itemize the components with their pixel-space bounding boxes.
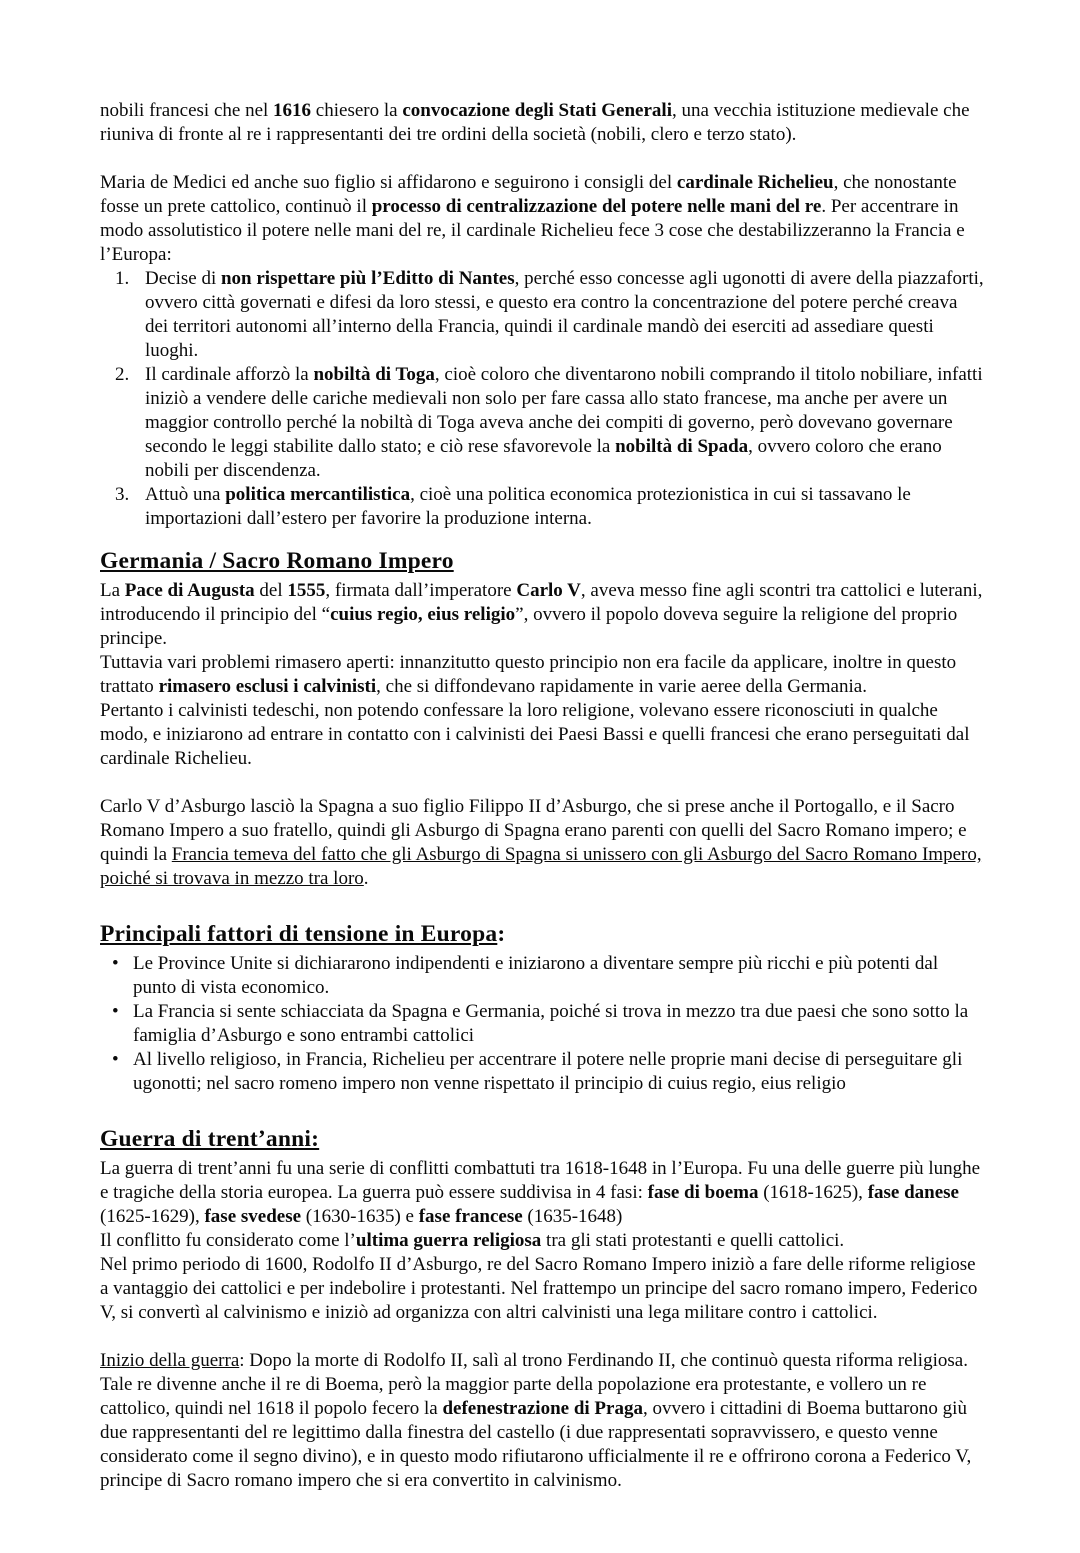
list-item (100, 1048, 985, 1096)
bullet-list-fattori-tensione (100, 952, 985, 1096)
paragraph-problemi-aperti: Tuttavia vari problemi rimasero aperti: innanzitutto questo principio non era facile da applicare, inoltre in questo trattato rimasero esclusi i calvinisti, che si diffondevano rapidamente in varie aeree della Germania. (100, 652, 957, 697)
paragraph-rodolfo-federico: Nel primo periodo di 1600, Rodolfo II d’Asburgo, re del Sacro Romano Impero iniziò a fare delle riforme religiose a vantaggio dei cattolici e per indebolire i protestanti. Nel frattempo un principe del sacro romano impero, Federico V, si convertì al calvinismo e iniziò ad organizza con altri calvinisti una lega militare contro i cattolici. (100, 1254, 978, 1323)
list-item (100, 363, 985, 483)
paragraph-carlo-v-eredita: Carlo V d’Asburgo lasciò la Spagna a suo figlio Filippo II d’Asburgo, che si prese anche il Portogallo, e il Sacro Romano Impero a suo fratello, quindi gli Asburgo di Spagna erano parenti con quelli del Sacro Romano impero; e quindi la Francia temeva del fatto che gli Asburgo di Spagna si unissero con gli Asburgo del Sacro Romano Impero, poiché si trovava in mezzo tra loro. (100, 796, 982, 889)
list-item-text: Decise di non rispettare più l’Editto di Nantes, perché esso concesse agli ugonotti di avere della piazzaforti, ovvero città governati e difesi da loro stessi, e questo era contro la concentrazione del potere perché creava dei territori autonomi all’interno della Francia, quindi il cardinale mandò dei eserciti ad assediare questi luoghi. (145, 268, 984, 361)
paragraph-guerra-fasi: La guerra di trent’anni fu una serie di conflitti combattuti tra 1618-1648 in l’Europa. Fu una delle guerre più lunghe e tragiche della storia europea. La guerra può essere suddivisa in 4 fasi: fase di boema (1618-1625), fase danese (1625-1629), fase svedese (1630-1635) e fase francese (1635-1648) (100, 1158, 981, 1227)
blank-line (100, 531, 985, 546)
paragraph-maria-de-medici: Maria de Medici ed anche suo figlio si affidarono e seguirono i consigli del cardinale Richelieu, che nonostante fosse un prete cattolico, continuò il processo di centralizzazione del potere nelle mani del re. Per accentrare in modo assolutistico il potere nelle mani del re, il cardinale Richelieu fece 3 cose che destabilizzeranno la Francia e l’Europa: (100, 172, 965, 265)
list-number: 3. (115, 484, 130, 505)
list-item (100, 267, 985, 363)
blank-line (100, 1096, 985, 1124)
list-item-text: Il cardinale afforzò la nobiltà di Toga, cioè coloro che diventarono nobili comprando il titolo nobiliare, infatti iniziò a vendere delle cariche medievali non solo per fare cassa allo stato francese, ma anche per avere un maggior controllo perché la nobiltà di Toga aveva anche dei compiti di governo, però dovevano governare secondo le leggi stabilite dallo stato; e ciò rese sfavorevole la nobiltà di Spada, ovvero coloro che erano nobili per discendenza. (145, 364, 983, 481)
list-item-text: Le Province Unite si dichiararono indipendenti e iniziarono a diventare sempre più ricchi e più potenti dal punto di vista economico. (133, 953, 939, 998)
list-number: 1. (115, 268, 130, 289)
list-item-text: Al livello religioso, in Francia, Richelieu per accentrare il potere nelle proprie mani decise di perseguitare gli ugonotti; nel sacro romeno impero non venne rispettato il principio di cuius regio, eius religio (133, 1049, 963, 1094)
list-item-text: Attuò una politica mercantilistica, cioè una politica economica protezionistica in cui si tassavano le importazioni dall’estero per favorire la produzione interna. (145, 484, 911, 529)
blank-line (100, 891, 985, 919)
numbered-list-richelieu-actions (100, 267, 985, 531)
list-item (100, 483, 985, 531)
paragraph-stati-generali: nobili francesi che nel 1616 chiesero la convocazione degli Stati Generali, una vecchia istituzione medievale che riuniva di fronte al re i rappresentanti dei tre ordini della società (nobili, clero e terzo stato). (100, 100, 970, 145)
paragraph-calvinisti-tedeschi: Pertanto i calvinisti tedeschi, non potendo confessare la loro religione, volevano essere riconosciuti in qualche modo, e iniziarono ad entrare in contatto con i calvinisti dei Paesi Bassi e quelli francesi che erano perseguitati dal cardinale Richelieu. (100, 700, 970, 769)
paragraph-ultima-guerra-religiosa: Il conflitto fu considerato come l’ultima guerra religiosa tra gli stati protestanti e quelli cattolici. (100, 1230, 845, 1251)
list-item (100, 1000, 985, 1048)
list-item-text: La Francia si sente schiacciata da Spagna e Germania, poiché si trova in mezzo tra due paesi che sono sotto la famiglia d’Asburgo e sono entrambi cattolici (133, 1001, 969, 1046)
bullet-icon: • (112, 1001, 119, 1022)
list-number: 2. (115, 364, 130, 385)
blank-line (100, 147, 985, 171)
paragraph-inizio-della-guerra: Inizio della guerra: Dopo la morte di Rodolfo II, salì al trono Ferdinando II, che continuò questa riforma religiosa. Tale re divenne anche il re di Boema, però la maggior parte della popolazione era protestante, e vollero un re cattolico, quindi nel 1618 il popolo fecero la defenestrazione di Praga, ovvero i cittadini di Boema buttarono giù due rappresentanti del re legittimo dalla finestra del castello (i due rappresentati sopravvissero, e questo venne considerato come il segno divino), e in questo modo rifiutarono ufficialmente il re e offrirono corona a Federico V, principe di Sacro romano impero che si era convertito in calvinismo. (100, 1350, 972, 1491)
section-heading-guerra-trentanni: Guerra di trent’anni: (100, 1126, 320, 1152)
section-heading-germania: Germania / Sacro Romano Impero (100, 548, 454, 574)
blank-line (100, 1325, 985, 1349)
bullet-icon: • (112, 1049, 119, 1070)
section-heading-fattori-tensione: Principali fattori di tensione in Europa: (100, 921, 506, 947)
list-item (100, 952, 985, 1000)
paragraph-pace-di-augusta: La Pace di Augusta del 1555, firmata dall’imperatore Carlo V, aveva messo fine agli scontri tra cattolici e luterani, introducendo il principio del “cuius regio, eius religio”, ovvero il popolo doveva seguire la religione del proprio principe. (100, 580, 983, 649)
blank-line (100, 771, 985, 795)
bullet-icon: • (112, 953, 119, 974)
